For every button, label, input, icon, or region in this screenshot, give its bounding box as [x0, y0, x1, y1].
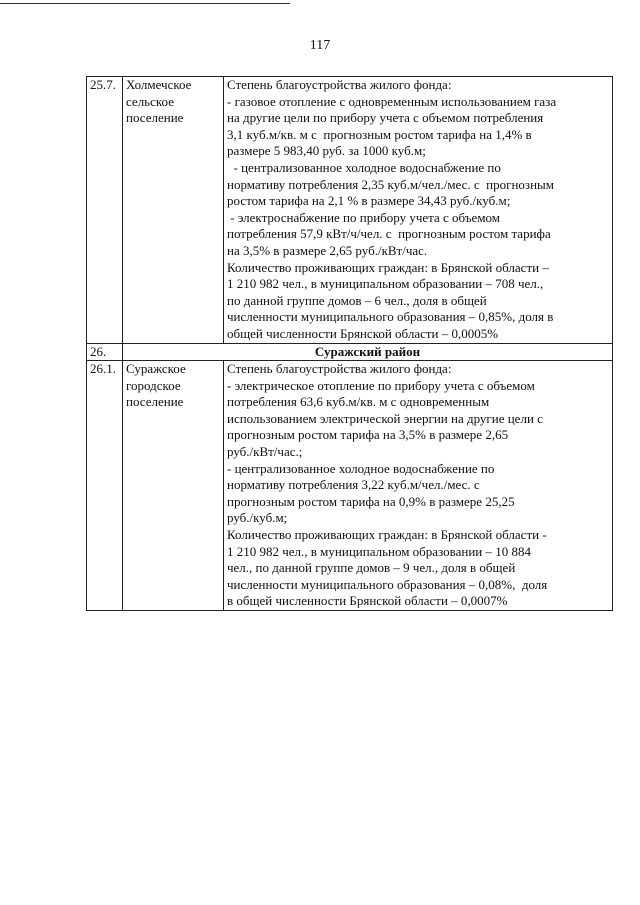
settlement-name-line: сельское	[126, 93, 174, 109]
description-line: Количество проживающих граждан: в Брянской области –	[227, 259, 549, 275]
description-line: чел., по данной группе домов – 9 чел., доля в общей	[227, 560, 516, 576]
description-line: использованием электрической энергии на другие цели с	[227, 410, 543, 426]
description	[224, 77, 613, 344]
description-line: численности муниципального образования – 0,85%, доля в	[227, 309, 554, 325]
settlement-name-line: Суражское	[126, 361, 186, 377]
description-line: 1 210 982 чел., в муниципальном образовании – 708 чел.,	[227, 276, 544, 292]
description-line: на другие цели по прибору учета с объемом потребления	[227, 110, 544, 126]
settlement-name-line: поселение	[126, 394, 184, 410]
description-line: руб./куб.м;	[227, 510, 288, 526]
description-line: - централизованное холодное водоснабжение по	[227, 460, 495, 476]
tariff-table	[86, 76, 613, 611]
description-line: 1 210 982 чел., в муниципальном образовании – 10 884	[227, 543, 531, 559]
top-rule	[0, 3, 290, 4]
description-line: ростом тарифа на 2,1 % в размере 34,43 руб./куб.м;	[227, 193, 511, 209]
description-line: Степень благоустройства жилого фонда:	[227, 77, 452, 92]
settlement-name-line: городское	[126, 377, 181, 393]
settlement-name	[123, 361, 224, 611]
description-line: по данной группе домов – 6 чел., доля в общей	[227, 292, 487, 308]
description-line: - электрическое отопление по прибору учета с объемом	[227, 377, 535, 393]
description-line: прогнозным ростом тарифа на 0,9% в размере 25,25	[227, 493, 515, 509]
description-line: прогнозным ростом тарифа на 3,5% в размере 2,65	[227, 427, 509, 443]
description-line: 3,1 куб.м/кв. м с прогнозным ростом тарифа на 1,4% в	[227, 126, 532, 142]
description-line: руб./кВт/час.;	[227, 444, 303, 460]
description-line: потребления 57,9 кВт/ч/чел. с прогнозным ростом тарифа	[227, 226, 551, 242]
description-line: - газовое отопление с одновременным использованием газа	[227, 93, 557, 109]
description-line: размере 5 983,40 руб. за 1000 куб.м;	[227, 143, 426, 159]
description-line: на 3,5% в размере 2,65 руб./кВт/час.	[227, 242, 428, 258]
description-line: численности муниципального образования – 0,08%, доля	[227, 576, 548, 592]
settlement-name	[123, 77, 224, 344]
row-number: 26.	[87, 343, 123, 361]
description-line: в общей численности Брянской области – 0,0007%	[227, 593, 508, 609]
table-row	[87, 343, 613, 361]
table-row	[87, 77, 613, 344]
settlement-name-line: поселение	[126, 110, 184, 126]
description-line: Степень благоустройства жилого фонда:	[227, 361, 452, 377]
district-heading: Суражский район	[123, 343, 613, 361]
page-number: 117	[309, 38, 331, 53]
description-line: - электроснабжение по прибору учета с объемом	[227, 209, 501, 225]
description	[224, 361, 613, 611]
row-number: 26.1.	[87, 361, 123, 611]
table-row	[87, 361, 613, 611]
settlement-name-line: Холмечское	[126, 77, 192, 92]
description-line: - централизованное холодное водоснабжение по	[227, 159, 501, 175]
description-line: нормативу потребления 3,22 куб.м/чел./мес. с	[227, 477, 480, 493]
description-line: общей численности Брянской области – 0,0005%	[227, 325, 499, 341]
description-line: нормативу потребления 2,35 куб.м/чел./мес. с прогнозным	[227, 176, 554, 192]
description-line: потребления 63,6 куб.м/кв. м с одновременным	[227, 394, 490, 410]
description-line: Количество проживающих граждан: в Брянской области -	[227, 527, 547, 543]
row-number: 25.7.	[87, 77, 123, 344]
